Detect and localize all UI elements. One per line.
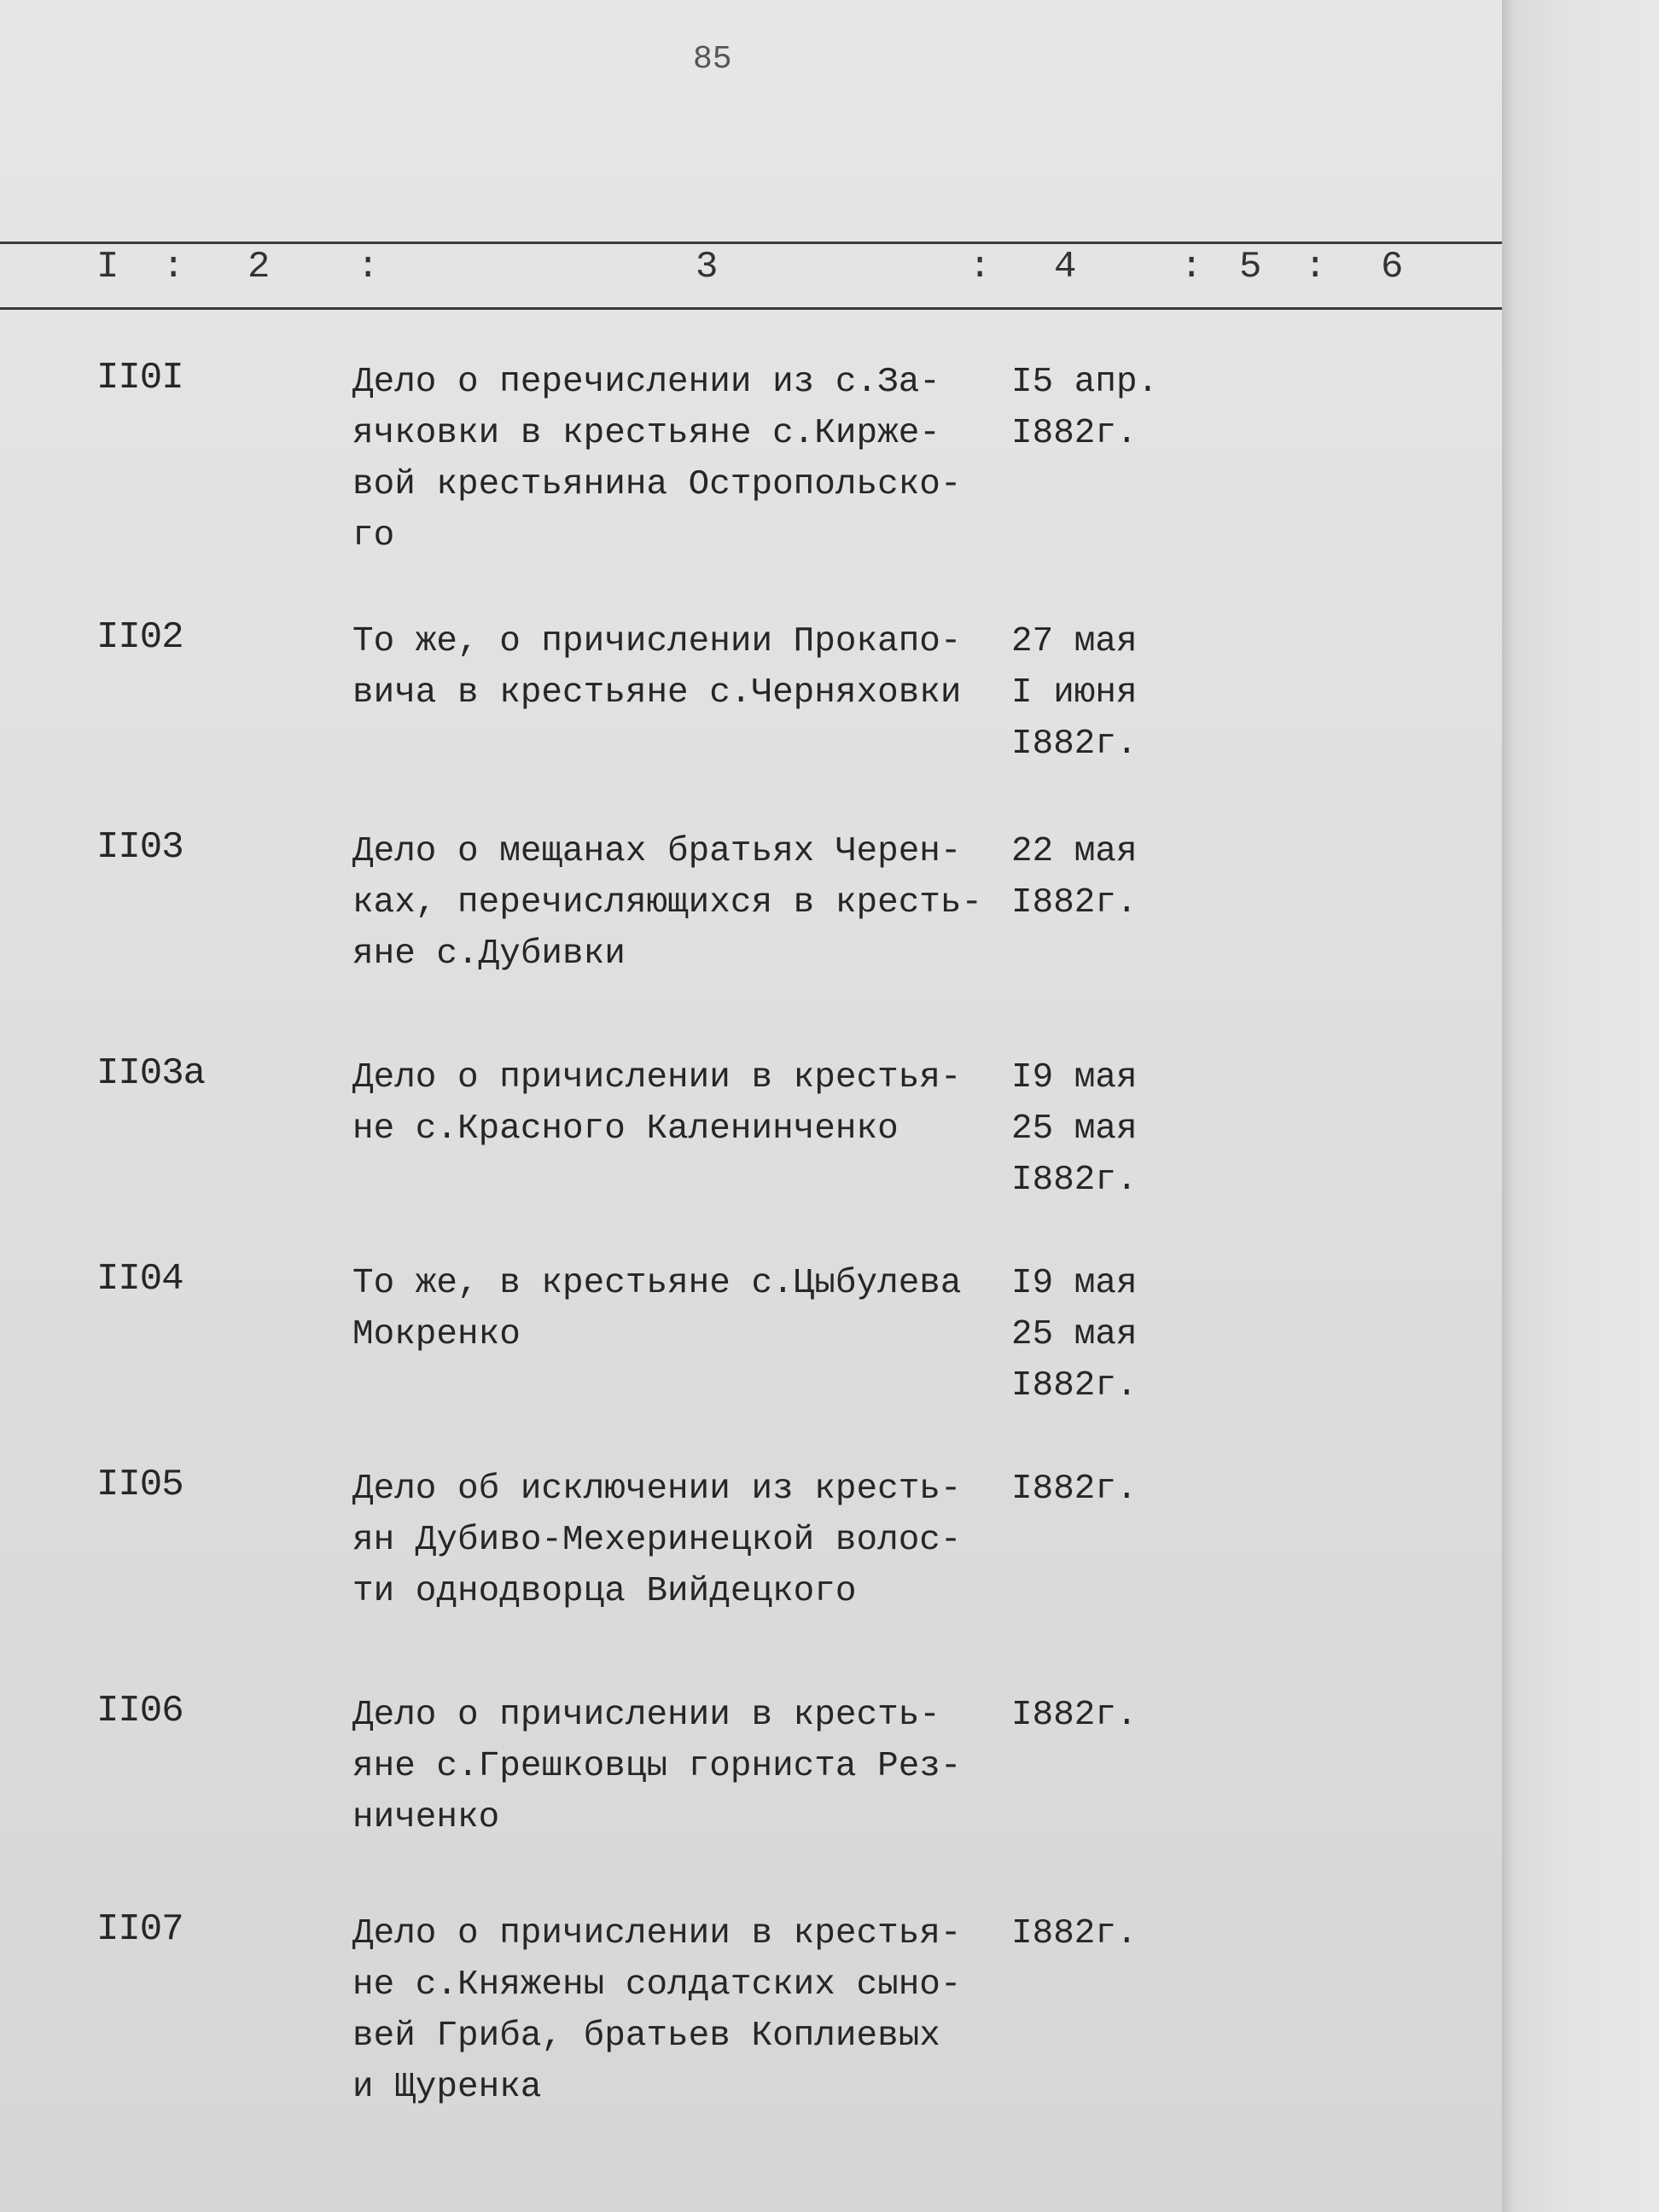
date-line: I9 мая xyxy=(1011,1058,1138,1097)
date-line: 22 мая xyxy=(1011,832,1138,871)
column-header-3: 3 xyxy=(696,246,719,288)
column-header-2: 2 xyxy=(247,246,271,288)
description-line: и Щуренка xyxy=(352,2068,542,2107)
description-line: ниченко xyxy=(352,1798,500,1837)
description-line: Мокренко xyxy=(352,1315,521,1354)
description-line: Дело о причислении в кресть- xyxy=(352,1696,940,1735)
column-separator: : xyxy=(969,246,992,288)
case-date xyxy=(1011,826,1182,928)
case-description xyxy=(352,616,1001,719)
date-line: 25 мая xyxy=(1011,1315,1138,1354)
description-line: ти однодворца Вийдецкого xyxy=(352,1572,857,1611)
case-date xyxy=(1011,616,1182,770)
description-line: вей Гриба, братьев Коплиевых xyxy=(352,2017,940,2056)
column-header-1: I xyxy=(96,246,119,288)
case-number: II05 xyxy=(96,1464,183,1506)
description-line: ках, перечисляющихся в кресть- xyxy=(352,883,983,923)
case-number: II03a xyxy=(96,1052,206,1095)
description-line: То же, о причислении Прокапо- xyxy=(352,622,962,661)
date-line: 27 мая xyxy=(1011,622,1138,661)
case-description xyxy=(352,357,1001,562)
case-date xyxy=(1011,1464,1182,1515)
description-line: вича в крестьяне с.Черняховки xyxy=(352,673,962,713)
description-line: яне с.Дубивки xyxy=(352,934,626,974)
case-number: II03 xyxy=(96,826,183,869)
header-top-rule xyxy=(0,242,1509,244)
case-date xyxy=(1011,1258,1182,1412)
description-line: го xyxy=(352,516,395,556)
description-line: Дело о причислении в крестья- xyxy=(352,1914,962,1953)
column-separator: : xyxy=(1304,246,1327,288)
case-description xyxy=(352,1690,1001,1843)
description-line: То же, в крестьяне с.Цыбулева xyxy=(352,1264,962,1303)
column-separator: : xyxy=(162,246,185,288)
case-description xyxy=(352,1464,1001,1617)
date-line: I882г. xyxy=(1011,1696,1138,1735)
date-line: I9 мая xyxy=(1011,1264,1138,1303)
case-number: II04 xyxy=(96,1258,183,1301)
date-line: I5 апр. xyxy=(1011,363,1159,402)
case-description xyxy=(352,1908,1001,2113)
date-line: I882г. xyxy=(1011,1161,1138,1200)
case-number: II02 xyxy=(96,616,183,659)
case-description xyxy=(352,1258,1001,1360)
page-number: 85 xyxy=(693,41,732,78)
case-number: II07 xyxy=(96,1908,183,1951)
header-bottom-rule xyxy=(0,307,1509,310)
column-header-5: 5 xyxy=(1239,246,1262,288)
description-line: Дело об исключении из кресть- xyxy=(352,1470,962,1509)
case-date xyxy=(1011,1908,1182,1959)
description-line: Дело о причислении в крестья- xyxy=(352,1058,962,1097)
description-line: Дело о перечислении из с.За- xyxy=(352,363,940,402)
case-date xyxy=(1011,1052,1182,1206)
date-line: I882г. xyxy=(1011,1470,1138,1509)
case-number: II0I xyxy=(96,357,183,399)
date-line: I882г. xyxy=(1011,725,1138,764)
column-header-6: 6 xyxy=(1381,246,1404,288)
description-line: не с.Княжены солдатских сыно- xyxy=(352,1965,962,2005)
date-line: I882г. xyxy=(1011,883,1138,923)
description-line: ячковки в крестьяне с.Киржe- xyxy=(352,414,940,453)
date-line: I882г. xyxy=(1011,1366,1138,1406)
column-separator: : xyxy=(357,246,380,288)
case-description xyxy=(352,1052,1001,1155)
description-line: вой крестьянина Остропольско- xyxy=(352,465,962,504)
description-line: ян Дубиво-Мехеринецкой волос- xyxy=(352,1521,962,1560)
date-line: I882г. xyxy=(1011,414,1138,453)
description-line: яне с.Грешковцы горниста Рез- xyxy=(352,1747,962,1786)
date-line: 25 мая xyxy=(1011,1109,1138,1149)
column-separator: : xyxy=(1180,246,1203,288)
case-date xyxy=(1011,1690,1182,1741)
description-line: Дело о мещанах братьях Черен- xyxy=(352,832,962,871)
case-date xyxy=(1011,357,1182,459)
case-number: II06 xyxy=(96,1690,183,1732)
page-edge xyxy=(1502,0,1659,2212)
date-line: I882г. xyxy=(1011,1914,1138,1953)
date-line: I июня xyxy=(1011,673,1138,713)
description-line: не с.Красного Каленинченко xyxy=(352,1109,899,1149)
column-header-4: 4 xyxy=(1054,246,1077,288)
case-description xyxy=(352,826,1001,980)
